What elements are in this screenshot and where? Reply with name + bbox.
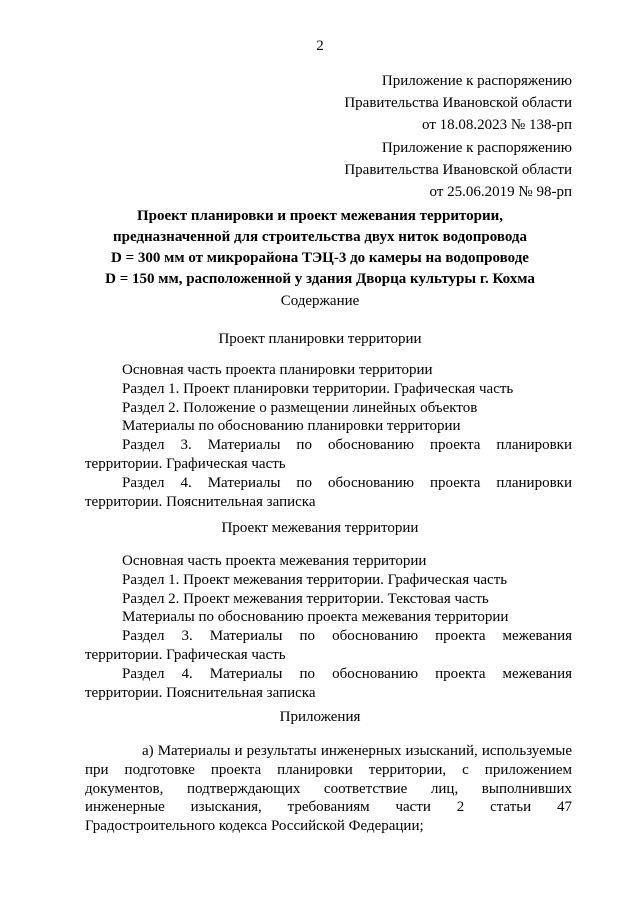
planning-section-heading: Проект планировки территории [218,331,422,347]
appendix-item-a: а) Материалы и результаты инженерных изысканий, используемые при подготовке проекта планировки территории, с приложением документов, подтверждающих соответствие лиц, выполнивших инженерные изыскания, требованиям части 2 статьи 47 Градостроительного кодекса Российской Федерации; [85,743,572,835]
document-title [60,206,580,290]
list-item: Раздел 1. Проект межевания территории. Графическая часть [122,571,508,588]
title-line2: предназначенной для строительства двух ниток водопровода [112,229,528,245]
list-item: Раздел 3. Материалы по обоснованию проекта планировки территории. Графическая часть [85,437,572,472]
page-number: 2 [316,38,324,54]
list-item: Раздел 2. Положение о размещении линейных объектов [122,399,478,416]
title-line4: D = 150 мм, расположенной у здания Дворца культуры г. Кохма [105,271,535,287]
appendices-heading: Приложения [279,709,361,725]
list-item: Основная часть проекта межевания территории [122,553,427,569]
contents-heading: Содержание [280,293,360,309]
appendix-original-line2: Правительства Ивановской области [344,162,572,178]
appendix-current-line3: от 18.08.2023 № 138-рп [422,117,572,133]
title-line1: Проект планировки и проект межевания территории, [136,208,504,224]
title-line3: D = 300 мм от микрорайона ТЭЦ-3 до камеры на водопроводе [111,250,529,266]
list-item: Раздел 3. Материалы по обоснованию проекта межевания территории. Графическая часть [85,628,572,663]
list-item: Материалы по обоснованию проекта межевания территории [122,609,509,626]
planning-contents-list [85,361,572,511]
list-item: Раздел 4. Материалы по обоснованию проекта планировки территории. Пояснительная записка [85,474,572,510]
appendix-current-line2: Правительства Ивановской области [344,95,572,111]
list-item: Раздел 4. Материалы по обоснованию проекта межевания территории. Пояснительная записка [85,665,572,701]
appendix-original-line1: Приложение к распоряжению [381,140,572,156]
surveying-section-heading: Проект межевания территории [221,520,419,536]
list-item: Основная часть проекта планировки территории [122,362,433,378]
appendix-current-line1: Приложение к распоряжению [381,73,572,89]
surveying-contents-list [85,552,572,702]
appendix-header-original [344,137,572,203]
list-item: Раздел 1. Проект планировки территории. Графическая часть [122,380,514,397]
appendix-header-current [344,70,572,136]
list-item: Раздел 2. Проект межевания территории. Текстовая часть [122,590,489,607]
appendix-original-line3: от 25.06.2019 № 98-рп [429,184,572,200]
list-item: Материалы по обоснованию планировки территории [122,418,461,435]
